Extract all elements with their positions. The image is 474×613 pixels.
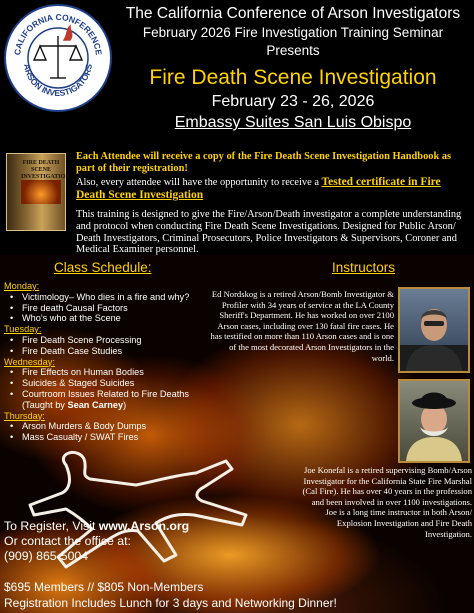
taught-by-suffix: ) (123, 399, 127, 410)
pricing (4, 579, 337, 611)
taught-by-name: Sean Carney (67, 399, 124, 410)
instructor-photo-konefal (398, 379, 470, 463)
list-item: • Who's who at the Scene (4, 313, 219, 324)
register-link[interactable]: www.Arson.org (98, 519, 190, 533)
training-description: This training is designed to give the Fire/Arson/Death investigator a complete understanding and protocol when conducting Fire Death Scene Investigations. Designed for Public Arson/ Death Investigators, Criminal Prosecutors, Police Investigators & Supervisors, Coroner and Medical Examiner personnel. (76, 209, 462, 256)
schedule-day-tuesday: Tuesday: (4, 324, 42, 335)
list-item: • Suicides & Staged Suicides (4, 378, 219, 389)
event-venue: Embassy Suites San Luis Obispo (174, 114, 412, 131)
register-prefix: To Register, Visit (4, 519, 99, 533)
schedule-day-wednesday: Wednesday: (4, 356, 55, 367)
contact-line: Or contact the office at: (4, 534, 131, 548)
instructor-photo-nordskog (398, 287, 470, 373)
instructor-bio-konefal: Joe Konefal is a retired supervising Bomb/Arson Investigator for the California State Fire Marshal (Cal Fire). He has over 40 years in the profession and been involved in over 1100 investigations. Joe is a long time instructor in both Arson/ Explosion Investigation and Fire Death Investigation. (302, 465, 472, 539)
list-item: • Courtroom Issues Related to Fire Deaths (4, 389, 219, 400)
class-schedule (4, 281, 219, 443)
list-item: • Fire death Causal Factors (4, 303, 219, 314)
registration-info (4, 519, 264, 564)
price-line: $695 Members // $805 Non-Members (4, 580, 204, 594)
certificate-line (76, 176, 470, 202)
fire-icon (21, 180, 61, 204)
certificate-prefix: Also, every attendee will have the opportunity to receive a (76, 177, 322, 188)
includes-line: Registration Includes Lunch for 3 days and Networking Dinner! (4, 596, 337, 610)
list-item: • Mass Casualty / SWAT Fires (4, 432, 219, 443)
org-name: The California Conference of Arson Investigators (125, 5, 461, 22)
schedule-day-thursday: Thursday: (4, 410, 45, 421)
list-item: • Fire Death Case Studies (4, 346, 219, 357)
handbook-image (6, 153, 70, 231)
list-item: • Victimology– Who dies in a fire and why? (4, 292, 219, 303)
handbook-cover-title: FIRE DEATH SCENE INVESTIGATION (21, 160, 70, 180)
list-item: • Fire Effects on Human Bodies (4, 367, 219, 378)
certificate-link[interactable]: Tested certificate in Fire Death Scene Investigation (76, 176, 441, 201)
logo-ring-top: CALIFORNIA CONFERENCE (12, 11, 104, 56)
schedule-day-monday: Monday: (4, 281, 40, 291)
event-dates: February 23 - 26, 2026 (211, 93, 375, 110)
phone-number[interactable]: (909) 865-5004 (4, 549, 89, 563)
register-line (4, 519, 264, 534)
ccai-logo (4, 4, 112, 112)
instructor-bio-nordskog: Ed Nordskog is a retired Arson/Bomb Investigator & Profiler with 34 years of service at the LA County Sheriff's Department. He has worked on over 2100 Arson cases, including over 130 fatal fire cases. He has testified on more than 110 Arson cases and is one of the most decorated Arson Investigators in the world. (210, 289, 394, 363)
event-title: Fire Death Scene Investigation (149, 66, 437, 89)
instructors-title: Instructors (332, 260, 396, 275)
taught-by-prefix: (Taught by (22, 399, 68, 410)
list-item: • Fire Death Scene Processing (4, 335, 219, 346)
list-item: • Arson Murders & Body Dumps (4, 421, 219, 432)
schedule-title: Class Schedule: (54, 260, 152, 275)
seminar-line: February 2026 Fire Investigation Training Seminar (142, 25, 444, 40)
logo-ring-bottom: ARSON INVESTIGATORS (21, 63, 95, 99)
handbook-highlight: Each Attendee will receive a copy of the Fire Death Scene Investigation Handbook as part of their registration! (76, 151, 452, 174)
presents-line: Presents (266, 43, 320, 58)
taught-by (4, 400, 219, 411)
